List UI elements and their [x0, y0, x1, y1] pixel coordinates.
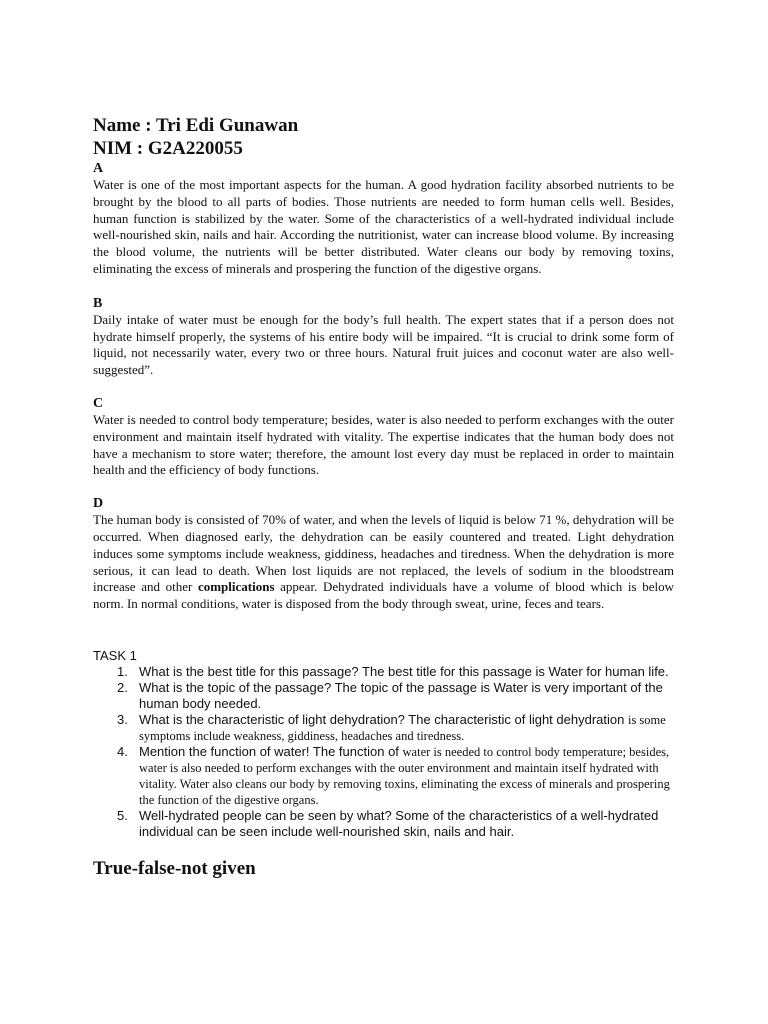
section-letter: D [93, 496, 104, 512]
task-question: What is the best title for this passage? The best title for this passage is Water for human life. [139, 663, 669, 679]
task-item [93, 680, 674, 712]
task-answer: is some symptoms include weakness, giddiness, headaches and tiredness. [139, 712, 666, 743]
task-number: 4. [117, 743, 128, 759]
paragraph-text: appear. Dehydrated individuals have a volume of blood which is below norm. In normal conditions, water is disposed from the body through sweat, urine, feces and tears. [93, 579, 674, 612]
section-d [93, 495, 674, 613]
true-false-heading: True-false-not given [93, 857, 256, 879]
task-item [93, 744, 674, 808]
paragraph-text: The human body is consisted of 70% of water, and when the levels of liquid is below 71 %, dehydration will be occurred. When diagnosed early, the dehydration can be easily countered and treated. Light dehydration induces some symptoms include weakness, giddiness, headaches and tiredness. When the dehydration is more serious, it can lead to death. When lost liquids are not replaced, the levels of sodium in the bloodstream increase and other [93, 512, 674, 595]
section-a [93, 160, 674, 278]
section-letter: A [93, 161, 104, 176]
task-number: 2. [117, 679, 128, 695]
section-paragraph [93, 512, 674, 613]
student-nim: NIM : G2A220055 [93, 138, 243, 159]
task-item [93, 808, 674, 840]
section-paragraph: Daily intake of water must be enough for the body’s full health. The expert states that if a person does not hydrate himself properly, the systems of his entire body will be impaired. “It is crucial to drink some form of liquid, not necessarily water, every two or three hours. Natural fruit juices and coconut water are also well-suggested”. [93, 311, 674, 378]
task-item [93, 664, 674, 680]
section-paragraph: Water is one of the most important aspects for the human. A good hydration facility absorbed nutrients to be brought by the blood to all parts of bodies. Those nutrients are needed to form human cells well. Besides, human function is stabilized by the water. Some of the characteristics of a well-hydrated individual include well-nourished skin, nails and hair. According the nutritionist, water can increase blood volume. By increasing the blood volume, the nutrients will be better distributed. Water cleans our body by removing toxins, eliminating the excess of minerals and prospering the function of the digestive organs. [93, 177, 674, 276]
task-list [93, 664, 674, 840]
document-page [93, 114, 674, 880]
task-item [93, 712, 674, 744]
section-paragraph: Water is needed to control body temperature; besides, water is also needed to perform exchanges with the outer environment and maintain itself hydrated with vitality. The expertise indicates that the human body does not have a mechanism to store water; therefore, the amount lost every day must be replaced in order to maintain health and the efficiency of body functions. [93, 411, 674, 478]
task-question: Mention the function of water! The function of [139, 743, 403, 759]
task-question: Well-hydrated people can be seen by what? Some of the characteristics of a well-hydrated individual can be seen include well-nourished skin, nails and hair. [139, 807, 659, 839]
bold-keyword: complications [197, 579, 275, 595]
task-question: What is the topic of the passage? The topic of the passage is Water is very important of the human body needed. [139, 679, 663, 711]
section-b [93, 295, 674, 379]
task-number: 3. [117, 711, 128, 727]
section-c [93, 395, 674, 479]
student-name: Name : Tri Edi Gunawan [93, 115, 299, 136]
section-letter: C [93, 395, 104, 411]
task-question: What is the characteristic of light dehydration? The characteristic of light dehydration [139, 711, 628, 727]
task-number: 1. [117, 663, 128, 679]
task-title: TASK 1 [93, 647, 137, 663]
task-answer: water is needed to control body temperature; besides, water is also needed to perform exchanges with the outer environment and maintain itself hydrated with vitality. Water also cleans our body by removing toxins, eliminating the excess of minerals and prospering the function of the digestive organs. [139, 744, 670, 807]
section-letter: B [93, 295, 103, 311]
task-number: 5. [117, 807, 128, 823]
